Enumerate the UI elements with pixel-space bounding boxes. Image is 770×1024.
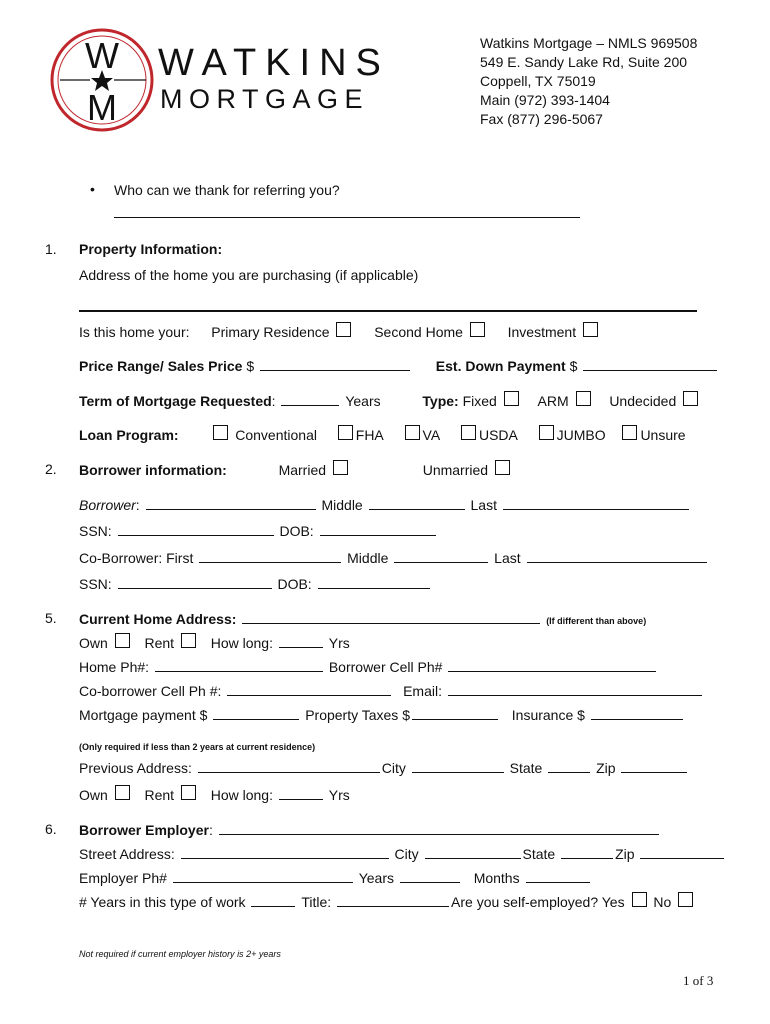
employer-street-label: Street Address: (79, 846, 175, 862)
primary-residence-label: Primary Residence (211, 324, 330, 340)
employer-state-label: State (522, 846, 556, 862)
home-phone-input[interactable] (155, 657, 323, 672)
borrower-cell-label: Borrower Cell Ph# (328, 659, 443, 675)
employer-years-label: Years (358, 870, 395, 886)
employer-footnote: Not required if current employer history is 2+ years (79, 949, 281, 959)
insurance-input[interactable] (591, 705, 683, 720)
borrower-middle-label: Middle (321, 497, 363, 513)
company-fax: Fax (877) 296-5067 (480, 111, 603, 127)
coborrower-cell-label: Co-borrower Cell Ph #: (79, 683, 222, 699)
term-label: Term of Mortgage Requested (79, 393, 272, 409)
fixed-label: Fixed (462, 393, 497, 409)
arm-label: ARM (537, 393, 569, 409)
borrower-last-label: Last (470, 497, 497, 513)
borrower-middle-input[interactable] (369, 495, 465, 510)
employer-row (79, 820, 661, 839)
term-row (79, 391, 701, 410)
company-address-line1: 549 E. Sandy Lake Rd, Suite 200 (480, 54, 688, 70)
coborrower-dob-label: DOB: (277, 576, 312, 592)
self-employed-yes-checkbox[interactable] (632, 892, 647, 907)
svg-text:M: M (87, 87, 117, 128)
home-type-row (79, 322, 601, 341)
borrower-colon: : (135, 497, 140, 513)
logo-word-watkins: WATKINS (158, 42, 390, 84)
fha-label: FHA (355, 427, 384, 443)
work-years-row (79, 892, 696, 911)
type-label: Type: (422, 393, 459, 409)
borrower-ssn-label: SSN: (79, 523, 112, 539)
company-info (480, 34, 697, 129)
employer-zip-input[interactable] (640, 844, 724, 859)
only-required-note: (Only required if less than 2 years at current residence) (79, 742, 316, 752)
arm-checkbox[interactable] (576, 391, 591, 406)
payment-row (79, 705, 685, 724)
own-rent-row-previous (79, 785, 350, 804)
va-label: VA (422, 427, 441, 443)
primary-residence-checkbox[interactable] (336, 322, 351, 337)
term-years-label: Years (345, 393, 381, 409)
married-label: Married (278, 462, 327, 478)
self-employed-label: Are you self-employed? Yes (451, 894, 625, 910)
property-address-input[interactable] (79, 310, 697, 312)
coborrower-ssn-label: SSN: (79, 576, 112, 592)
coborrower-cell-input[interactable] (227, 681, 391, 696)
coborrower-first-label: Co-Borrower: First (79, 550, 194, 566)
yrs-label: Yrs (328, 635, 350, 651)
price-row (79, 356, 719, 375)
unmarried-label: Unmarried (422, 462, 489, 478)
borrower-dob-input[interactable] (320, 521, 436, 536)
company-logo (50, 28, 390, 132)
employer-street-input[interactable] (181, 844, 389, 859)
company-phone-main: Main (972) 393-1404 (480, 92, 610, 108)
coborrower-middle-input[interactable] (394, 548, 488, 563)
rent-checkbox[interactable] (181, 633, 196, 648)
employer-years-input[interactable] (400, 868, 460, 883)
coborrower-first-input[interactable] (199, 548, 341, 563)
previous-address-input[interactable] (198, 758, 380, 773)
employer-city-input[interactable] (425, 844, 521, 859)
coborrower-last-input[interactable] (527, 548, 707, 563)
logo-word-mortgage: MORTGAGE (160, 84, 370, 114)
how-long-input-previous[interactable] (279, 785, 323, 800)
email-label: Email: (403, 683, 442, 699)
borrower-name-row (79, 495, 691, 514)
loan-program-label: Loan Program: (79, 427, 179, 443)
referral-input[interactable] (114, 217, 580, 218)
loan-program-row (79, 425, 686, 444)
second-home-checkbox[interactable] (470, 322, 485, 337)
unsure-label: Unsure (640, 427, 686, 443)
home-phone-label: Home Ph#: (79, 659, 150, 675)
rent-label-previous: Rent (144, 787, 175, 803)
coborrower-ssn-input[interactable] (118, 574, 272, 589)
employer-phone-label: Employer Ph# (79, 870, 167, 886)
employer-months-label: Months (473, 870, 520, 886)
previous-state-label: State (509, 760, 543, 776)
borrower-info-row (79, 460, 513, 479)
previous-zip-label: Zip (596, 760, 616, 776)
section-1-number: 1. (45, 241, 57, 257)
employer-colon: : (208, 822, 213, 838)
borrower-first-input[interactable] (146, 495, 316, 510)
job-title-input[interactable] (337, 892, 449, 907)
employer-state-input[interactable] (561, 844, 613, 859)
borrower-cell-input[interactable] (448, 657, 656, 672)
coborrower-last-label: Last (494, 550, 521, 566)
rent-checkbox-previous[interactable] (181, 785, 196, 800)
section-6-title: Borrower Employer (79, 822, 209, 838)
undecided-label: Undecided (609, 393, 677, 409)
previous-city-input[interactable] (412, 758, 504, 773)
job-title-label: Title: (301, 894, 332, 910)
years-work-input[interactable] (251, 892, 295, 907)
usda-label: USDA (478, 427, 518, 443)
investment-checkbox[interactable] (583, 322, 598, 337)
down-payment-label: Est. Down Payment (435, 358, 566, 374)
employer-address-row (79, 844, 726, 863)
property-taxes-input[interactable] (412, 705, 498, 720)
company-address-line2: Coppell, TX 75019 (480, 73, 596, 89)
down-payment-input[interactable] (583, 356, 717, 371)
married-checkbox[interactable] (333, 460, 348, 475)
borrower-ssn-input[interactable] (118, 521, 274, 536)
conventional-checkbox[interactable] (213, 425, 228, 440)
undecided-checkbox[interactable] (683, 391, 698, 406)
previous-address-row (79, 758, 689, 777)
second-home-label: Second Home (374, 324, 463, 340)
svg-text:W: W (85, 35, 119, 76)
borrower-dob-label: DOB: (279, 523, 314, 539)
self-employed-no-checkbox[interactable] (678, 892, 693, 907)
section-5-number: 5. (45, 610, 57, 626)
employer-input[interactable] (219, 820, 659, 835)
referral-question: Who can we thank for referring you? (114, 182, 340, 198)
section-2-title: Borrower information: (79, 462, 227, 478)
price-range-label: Price Range/ Sales Price (79, 358, 243, 374)
borrower-ssn-row (79, 521, 438, 540)
own-checkbox[interactable] (115, 633, 130, 648)
mortgage-payment-input[interactable] (213, 705, 299, 720)
how-long-label: How long: (210, 635, 273, 651)
current-address-row (79, 609, 646, 630)
yrs-label-previous: Yrs (328, 787, 350, 803)
jumbo-label: JUMBO (556, 427, 606, 443)
own-checkbox-previous[interactable] (115, 785, 130, 800)
section-1-title: Property Information: (79, 241, 223, 257)
fixed-checkbox[interactable] (504, 391, 519, 406)
coborrower-middle-label: Middle (347, 550, 389, 566)
own-label-previous: Own (79, 787, 108, 803)
property-address-label: Address of the home you are purchasing (if applicable) (79, 267, 419, 283)
own-rent-row (79, 633, 350, 652)
current-address-input[interactable] (242, 609, 540, 624)
employer-months-input[interactable] (526, 868, 590, 883)
term-input[interactable] (281, 391, 339, 406)
different-note: (If different than above) (546, 616, 647, 626)
page-number: 1 of 3 (683, 973, 714, 988)
unmarried-checkbox[interactable] (495, 460, 510, 475)
price-currency: $ (246, 358, 255, 374)
company-name-nmls: Watkins Mortgage – NMLS 969508 (480, 35, 698, 51)
property-taxes-label: Property Taxes $ (305, 707, 410, 723)
employer-city-label: City (394, 846, 419, 862)
term-colon: : (271, 393, 276, 409)
va-checkbox[interactable] (405, 425, 420, 440)
own-label: Own (79, 635, 108, 651)
employer-phone-row (79, 868, 592, 887)
mortgage-payment-label: Mortgage payment $ (79, 707, 208, 723)
price-input[interactable] (260, 356, 410, 371)
how-long-label-previous: How long: (210, 787, 273, 803)
insurance-label: Insurance $ (511, 707, 585, 723)
home-type-label: Is this home your: (79, 324, 190, 340)
previous-city-label: City (381, 760, 406, 776)
down-payment-currency: $ (569, 358, 578, 374)
rent-label: Rent (144, 635, 175, 651)
referral-bullet: • (90, 181, 95, 197)
coborrower-dob-input[interactable] (318, 574, 430, 589)
phone-row (79, 657, 658, 676)
self-employed-no-label: No (653, 894, 672, 910)
section-5-title: Current Home Address: (79, 611, 237, 627)
section-2-number: 2. (45, 461, 57, 477)
logo-emblem (50, 28, 160, 132)
previous-state-input[interactable] (548, 758, 590, 773)
coborrower-name-row (79, 548, 709, 567)
borrower-last-input[interactable] (503, 495, 689, 510)
coborrower-ssn-row (79, 574, 432, 593)
employer-phone-input[interactable] (173, 868, 353, 883)
how-long-input[interactable] (279, 633, 323, 648)
investment-label: Investment (507, 324, 577, 340)
borrower-label: Borrower (79, 497, 136, 513)
fha-checkbox[interactable] (338, 425, 353, 440)
jumbo-checkbox[interactable] (539, 425, 554, 440)
previous-address-label: Previous Address: (79, 760, 192, 776)
usda-checkbox[interactable] (461, 425, 476, 440)
employer-zip-label: Zip (615, 846, 635, 862)
coborrower-cell-row (79, 681, 704, 700)
section-6-number: 6. (45, 821, 57, 837)
previous-zip-input[interactable] (621, 758, 687, 773)
conventional-label: Conventional (235, 427, 317, 443)
years-work-label: # Years in this type of work (79, 894, 246, 910)
unsure-checkbox[interactable] (622, 425, 637, 440)
email-input[interactable] (448, 681, 702, 696)
